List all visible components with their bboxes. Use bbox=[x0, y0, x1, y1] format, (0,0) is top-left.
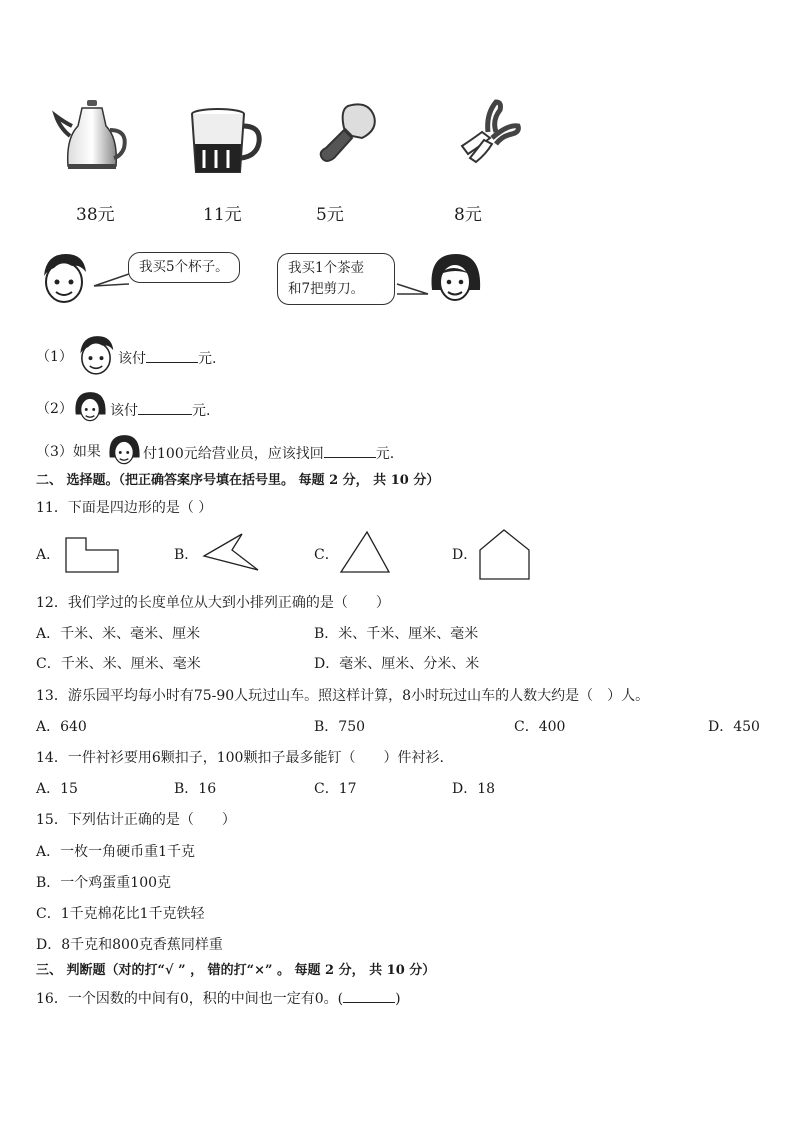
q11-option-d-label[interactable]: D． bbox=[452, 547, 478, 563]
q15-option-c[interactable]: C．1千克棉花比1千克铁轻 bbox=[36, 906, 205, 922]
q12-option-d[interactable]: D．毫米、厘米、分米、米 bbox=[314, 656, 480, 672]
q15-option-d[interactable]: D．8千克和800克香蕉同样重 bbox=[36, 937, 223, 953]
q14-stem: 14．一件衬衫要用6颗扣子，100颗扣子最多能钉（ ）件衬衫. bbox=[36, 750, 444, 766]
q14-option-d[interactable]: D．18 bbox=[452, 781, 496, 797]
section2-title: 二、 选择题。（把正确答案序号填在括号里。 每题 2 分， 共 10 分） bbox=[36, 473, 440, 488]
q15-stem: 15．下列估计正确的是（ ） bbox=[36, 812, 236, 828]
boy-bubble-tail bbox=[92, 272, 132, 292]
q12-option-c[interactable]: C．千米、米、厘米、毫米 bbox=[36, 656, 201, 672]
q13-option-d[interactable]: D．450 bbox=[708, 719, 760, 735]
q13-option-b[interactable]: B．750 bbox=[314, 719, 366, 735]
q13-option-c[interactable]: C．400 bbox=[514, 719, 566, 735]
q16-answer-blank[interactable] bbox=[343, 988, 395, 1003]
girl-speech-line2: 和7把剪刀。 bbox=[288, 281, 365, 297]
cup-price: 11元 bbox=[203, 205, 242, 225]
shovel-price: 5元 bbox=[316, 205, 344, 225]
girl-bubble-tail bbox=[396, 280, 430, 300]
boy-avatar-small bbox=[74, 332, 118, 378]
q16-stem: 16．一个因数的中间有0，积的中间也一定有0。( bbox=[36, 991, 344, 1007]
q10-part2-unit: 元. bbox=[192, 403, 211, 419]
q12-option-b[interactable]: B．米、千米、厘米、毫米 bbox=[314, 626, 479, 642]
q10-part2-line bbox=[110, 400, 210, 420]
girl-speech-bubble bbox=[277, 253, 395, 305]
q15-option-a[interactable]: A．一枚一角硬币重1千克 bbox=[36, 844, 196, 860]
boy-speech-bubble bbox=[128, 252, 240, 283]
girl-avatar-small-2 bbox=[106, 432, 142, 468]
q11-option-c-label[interactable]: C． bbox=[314, 547, 339, 563]
teapot-icon bbox=[52, 96, 132, 176]
q10-part1-text: 该付 bbox=[118, 351, 146, 367]
q11-option-c-shape bbox=[339, 530, 391, 576]
scissors-icon bbox=[452, 98, 522, 164]
boy-speech-text: 我买5个杯子。 bbox=[139, 259, 229, 275]
q10-part3-answer-blank[interactable] bbox=[324, 443, 376, 458]
q14-option-a[interactable]: A．15 bbox=[36, 781, 78, 797]
q14-option-b[interactable]: B．16 bbox=[174, 781, 217, 797]
q14-option-c[interactable]: C．17 bbox=[314, 781, 357, 797]
q10-part2-answer-blank[interactable] bbox=[138, 400, 192, 415]
q15-option-b[interactable]: B．一个鸡蛋重100克 bbox=[36, 875, 172, 891]
q16-close-paren: ) bbox=[395, 991, 401, 1007]
q11-stem: 11．下面是四边形的是（ ） bbox=[36, 500, 213, 516]
shovel-icon bbox=[318, 100, 380, 166]
girl-avatar bbox=[426, 250, 484, 306]
q12-stem: 12．我们学过的长度单位从大到小排列正确的是（ ） bbox=[36, 595, 390, 611]
girl-avatar-small bbox=[72, 389, 108, 425]
q11-option-b-label[interactable]: B． bbox=[174, 547, 199, 563]
scissors-price: 8元 bbox=[454, 205, 482, 225]
q12-option-a[interactable]: A．千米、米、毫米、厘米 bbox=[36, 626, 201, 642]
q11-option-d-shape bbox=[478, 528, 532, 582]
q13-stem: 13．游乐园平均每小时有75-90人玩过山车。照这样计算，8小时玩过山车的人数大约是（ ）人。 bbox=[36, 688, 650, 704]
q10-part1-unit: 元. bbox=[198, 351, 217, 367]
q10-part2-text: 该付 bbox=[110, 403, 138, 419]
q10-part2-number: （2） bbox=[36, 401, 73, 417]
q10-part3-line bbox=[143, 443, 394, 463]
section3-title: 三、 判断题（对的打“√ ” ， 错的打“×” 。 每题 2 分， 共 10 分） bbox=[36, 963, 436, 978]
q13-option-a[interactable]: A．640 bbox=[36, 719, 87, 735]
q10-part3-unit: 元. bbox=[375, 446, 395, 462]
q11-option-b-shape bbox=[202, 532, 262, 574]
cup-icon bbox=[188, 106, 264, 176]
q10-part1-line bbox=[118, 348, 216, 368]
q16-line bbox=[36, 988, 401, 1008]
q10-part1-number: （1） bbox=[36, 349, 73, 365]
q10-part3-text: 付100元给营业员，应该找回 bbox=[143, 446, 324, 462]
q10-part3-prefix: （3）如果 bbox=[36, 444, 101, 460]
teapot-price: 38元 bbox=[76, 205, 115, 225]
q11-option-a-label[interactable]: A． bbox=[36, 547, 61, 563]
girl-speech-line1: 我买1个茶壶 bbox=[288, 260, 365, 276]
q11-option-a-shape bbox=[64, 536, 122, 576]
boy-avatar bbox=[36, 250, 92, 306]
q10-part1-answer-blank[interactable] bbox=[146, 348, 198, 363]
